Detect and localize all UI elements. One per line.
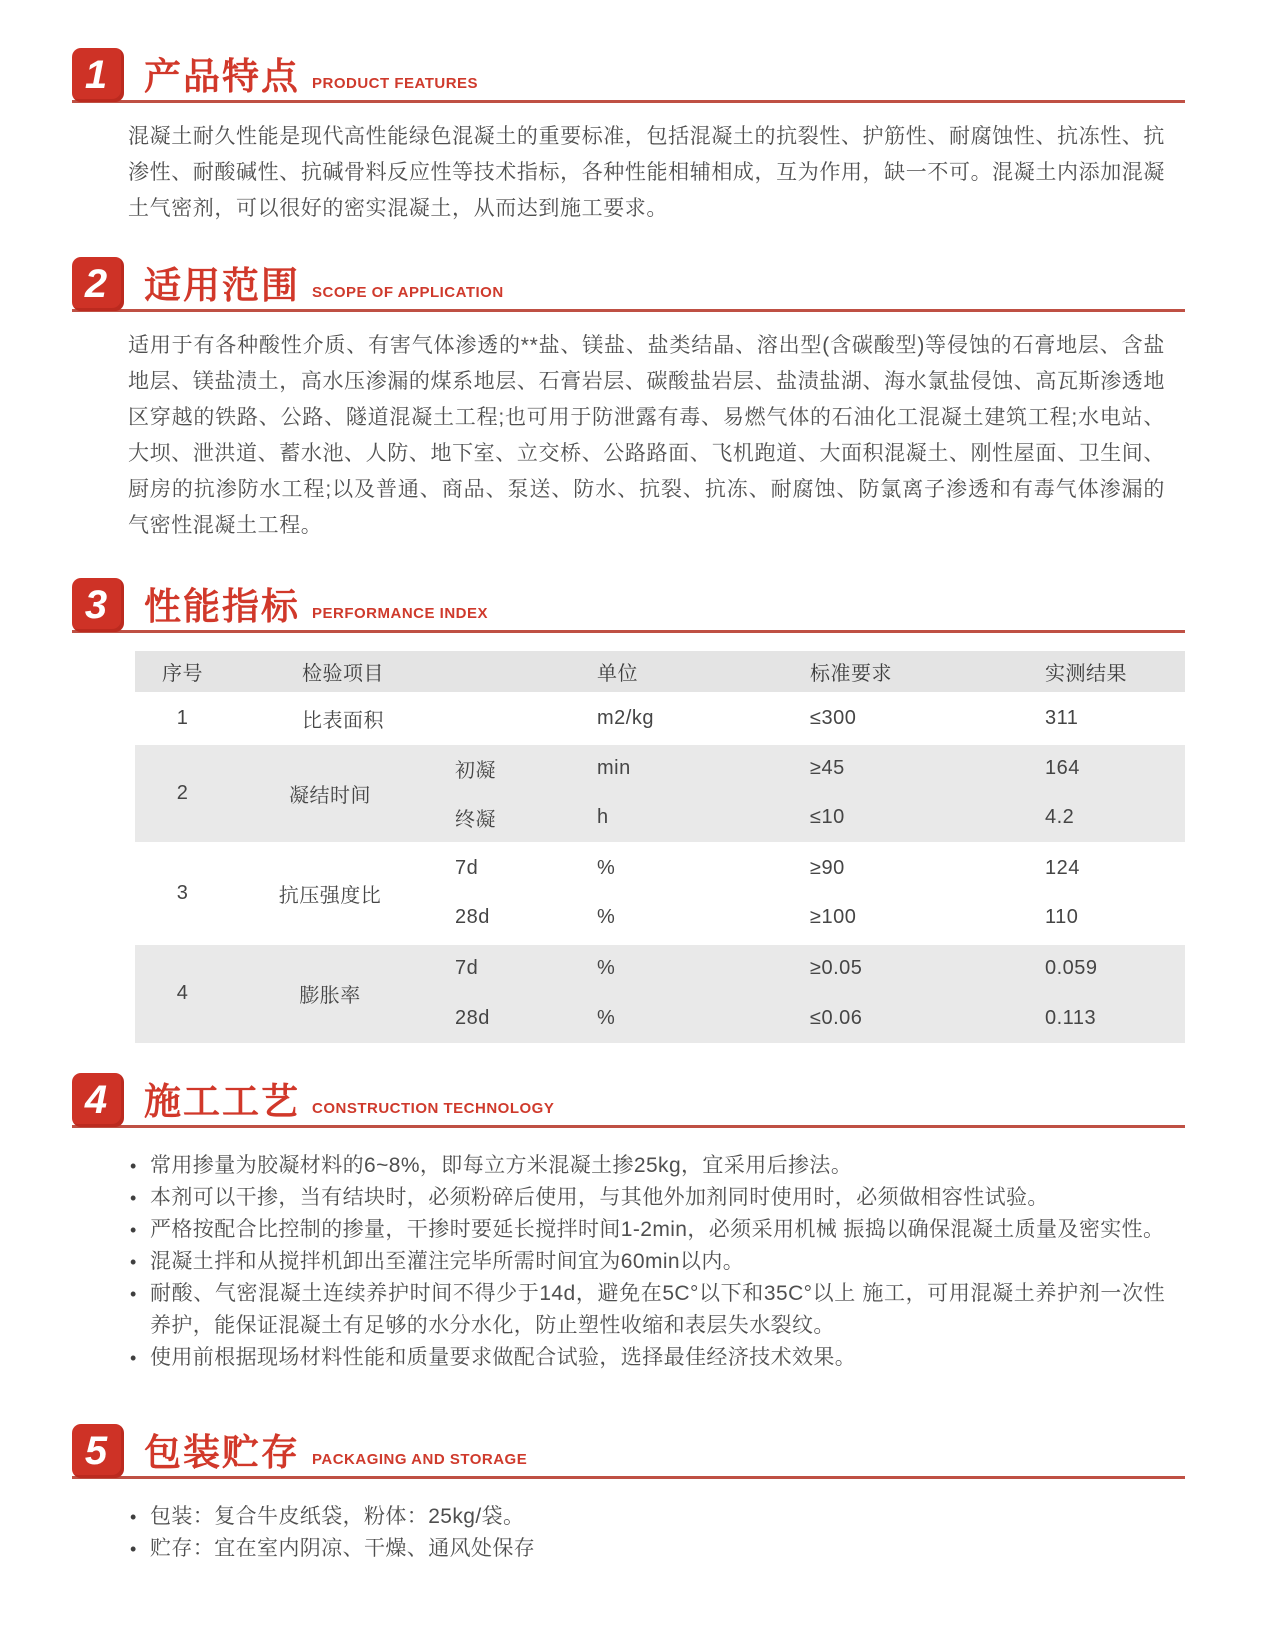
cell-result: 0.059 bbox=[1030, 943, 1185, 993]
table-group-surface-area bbox=[135, 693, 1185, 743]
list-item: • 包装：复合牛皮纸袋，粉体：25kg/袋。 bbox=[128, 1501, 1165, 1533]
cell-unit: % bbox=[565, 993, 790, 1043]
cell-standard: ≤10 bbox=[790, 793, 1030, 843]
section-number: 5 bbox=[84, 1429, 108, 1473]
cell-unit: h bbox=[565, 793, 790, 843]
section-title-en: PRODUCT FEATURES bbox=[312, 75, 479, 92]
cell-unit: % bbox=[597, 905, 616, 928]
section-number: 1 bbox=[84, 53, 108, 97]
construction-bullet-list bbox=[128, 1150, 1165, 1374]
section-title-zh: 包装贮存 bbox=[144, 1432, 300, 1473]
cell-item: 比表面积 bbox=[230, 693, 565, 743]
list-item: • 耐酸、气密混凝土连续养护时间不得少于14d，避免在5C°以下和35C°以上 施工，可用混凝土养护剂一次性养护，能保证混凝土有足够的水分水化，防止塑性收缩和表层失水裂纹。 bbox=[128, 1278, 1165, 1342]
cell-item: 抗压强度比 bbox=[230, 843, 430, 943]
cell-standard: ≥90 bbox=[790, 843, 1030, 893]
cell-result: 311 bbox=[1030, 693, 1185, 743]
section-number: 4 bbox=[84, 1078, 108, 1122]
list-item: • 严格按配合比控制的掺量，干掺时要延长搅拌时间1-2min，必须采用机械 振捣以确保混凝土质量及密实性。 bbox=[128, 1214, 1165, 1246]
cell-sub-item: 28d bbox=[455, 905, 490, 928]
cell-sub-item: 7d bbox=[430, 943, 565, 993]
col-header-item: 检验项目 bbox=[230, 651, 565, 693]
section-header-performance bbox=[72, 578, 1185, 633]
section-number-badge bbox=[72, 1073, 124, 1127]
cell-no: 1 bbox=[135, 693, 230, 743]
section-title bbox=[144, 267, 504, 309]
cell-sub-item: 7d bbox=[430, 843, 565, 893]
section-title-zh: 产品特点 bbox=[144, 56, 300, 97]
cell-unit: min bbox=[565, 743, 790, 793]
cell-item: 膨胀率 bbox=[230, 943, 430, 1043]
cell-result: 0.113 bbox=[1030, 993, 1185, 1043]
section-title bbox=[144, 588, 488, 630]
list-item: • 贮存：宜在室内阴凉、干燥、通风处保存 bbox=[128, 1533, 1165, 1565]
cell-item: 凝结时间 bbox=[230, 743, 430, 843]
cell-result: 4.2 bbox=[1030, 793, 1185, 843]
col-header-no: 序号 bbox=[135, 651, 230, 693]
section-scope-of-application bbox=[72, 257, 1185, 544]
cell-standard: ≤0.06 bbox=[790, 993, 1030, 1043]
list-item: • 使用前根据现场材料性能和质量要求做配合试验，选择最佳经济技术效果。 bbox=[128, 1342, 1165, 1374]
section-title-en: PERFORMANCE INDEX bbox=[312, 605, 489, 622]
section-number-badge bbox=[72, 578, 124, 632]
list-item: • 本剂可以干掺，当有结块时，必须粉碎后使用，与其他外加剂同时使用时，必须做相容性试验。 bbox=[128, 1182, 1165, 1214]
packaging-bullet-list bbox=[128, 1501, 1165, 1565]
section-number-badge bbox=[72, 48, 124, 102]
section-number-badge bbox=[72, 1424, 124, 1478]
section-header-packaging bbox=[72, 1424, 1185, 1479]
section-title-en: PACKAGING AND STORAGE bbox=[312, 1451, 528, 1468]
cell-sub-item: 初凝 bbox=[430, 743, 565, 793]
scope-paragraph: 适用于有各种酸性介质、有害气体渗透的**盐、镁盐、盐类结晶、溶出型(含碳酸型)等侵蚀的石膏地层、含盐地层、镁盐渍土，高水压渗漏的煤系地层、石膏岩层、碳酸盐岩层、盐渍盐湖、海水氯盐侵蚀、高瓦斯渗透地区穿越的铁路、公路、隧道混凝土工程;也可用于防泄露有毒、易燃气体的石油化工混凝土建筑工程;水电站、大坝、泄洪道、蓄水池、人防、地下室、立交桥、公路路面、飞机跑道、大面积混凝土、刚性屋面、卫生间、厨房的抗渗防水工程;以及普通、商品、泵送、防水、抗裂、抗冻、耐腐蚀、防氯离子渗透和有毒气体渗漏的气密性混凝土工程。 bbox=[128, 334, 1165, 537]
section-title-en: SCOPE OF APPLICATION bbox=[312, 284, 504, 301]
section-performance-index bbox=[72, 578, 1185, 1043]
section-product-features bbox=[72, 48, 1185, 227]
section-title bbox=[144, 58, 478, 100]
cell-result: 110 bbox=[1045, 905, 1079, 928]
section-title bbox=[144, 1083, 554, 1125]
section-number-badge bbox=[72, 257, 124, 311]
cell-sub-item: 28d bbox=[430, 993, 565, 1043]
cell-unit: % bbox=[565, 943, 790, 993]
table-row bbox=[135, 743, 1185, 793]
table-group-compressive-strength bbox=[135, 843, 1185, 943]
section-header-construction bbox=[72, 1073, 1185, 1128]
cell-no: 2 bbox=[135, 743, 230, 843]
cell-no: 4 bbox=[135, 943, 230, 1043]
section-header-product-features bbox=[72, 48, 1185, 103]
section-title-en: CONSTRUCTION TECHNOLOGY bbox=[312, 1100, 555, 1117]
product-features-paragraph: 混凝土耐久性能是现代高性能绿色混凝土的重要标准，包括混凝土的抗裂性、护筋性、耐腐蚀性、抗冻性、抗渗性、耐酸碱性、抗碱骨料反应性等技术指标，各种性能相辅相成，互为作用，缺一不可。混凝土内添加混凝土气密剂，可以很好的密实混凝土，从而达到施工要求。 bbox=[128, 125, 1165, 220]
col-header-unit: 单位 bbox=[565, 651, 790, 693]
section-number: 3 bbox=[84, 583, 108, 627]
cell-standard: ≥45 bbox=[790, 743, 1030, 793]
cell-result: 124 bbox=[1030, 843, 1185, 893]
table-header-row bbox=[135, 651, 1185, 693]
section-number: 2 bbox=[84, 262, 108, 306]
cell-unit: % bbox=[565, 843, 790, 893]
section-title-zh: 适用范围 bbox=[144, 265, 300, 306]
col-header-standard: 标准要求 bbox=[790, 651, 1030, 693]
list-item: • 混凝土拌和从搅拌机卸出至灌注完毕所需时间宜为60min以内。 bbox=[128, 1246, 1165, 1278]
table-row bbox=[135, 843, 1185, 893]
cell-unit: m2/kg bbox=[565, 693, 790, 743]
list-item: • 常用掺量为胶凝材料的6~8%，即每立方米混凝土掺25kg，宜采用后掺法。 bbox=[128, 1150, 1165, 1182]
table-row bbox=[135, 943, 1185, 993]
section-construction-technology bbox=[72, 1073, 1185, 1374]
table-row bbox=[135, 693, 1185, 743]
section-title-zh: 性能指标 bbox=[144, 586, 300, 627]
cell-sub-item: 终凝 bbox=[430, 793, 565, 843]
cell-standard: ≤300 bbox=[790, 693, 1030, 743]
col-header-result: 实测结果 bbox=[1030, 651, 1185, 693]
section-header-scope bbox=[72, 257, 1185, 312]
section-title-zh: 施工工艺 bbox=[144, 1081, 300, 1122]
table-group-setting-time bbox=[135, 743, 1185, 843]
cell-result: 164 bbox=[1030, 743, 1185, 793]
section-title bbox=[144, 1434, 527, 1476]
cell-no: 3 bbox=[135, 843, 230, 943]
cell-standard: ≥0.05 bbox=[790, 943, 1030, 993]
cell-standard: ≥100 bbox=[810, 905, 857, 928]
performance-index-table bbox=[135, 651, 1185, 1043]
table-group-expansion-rate bbox=[135, 943, 1185, 1043]
section-packaging-storage bbox=[72, 1424, 1185, 1565]
